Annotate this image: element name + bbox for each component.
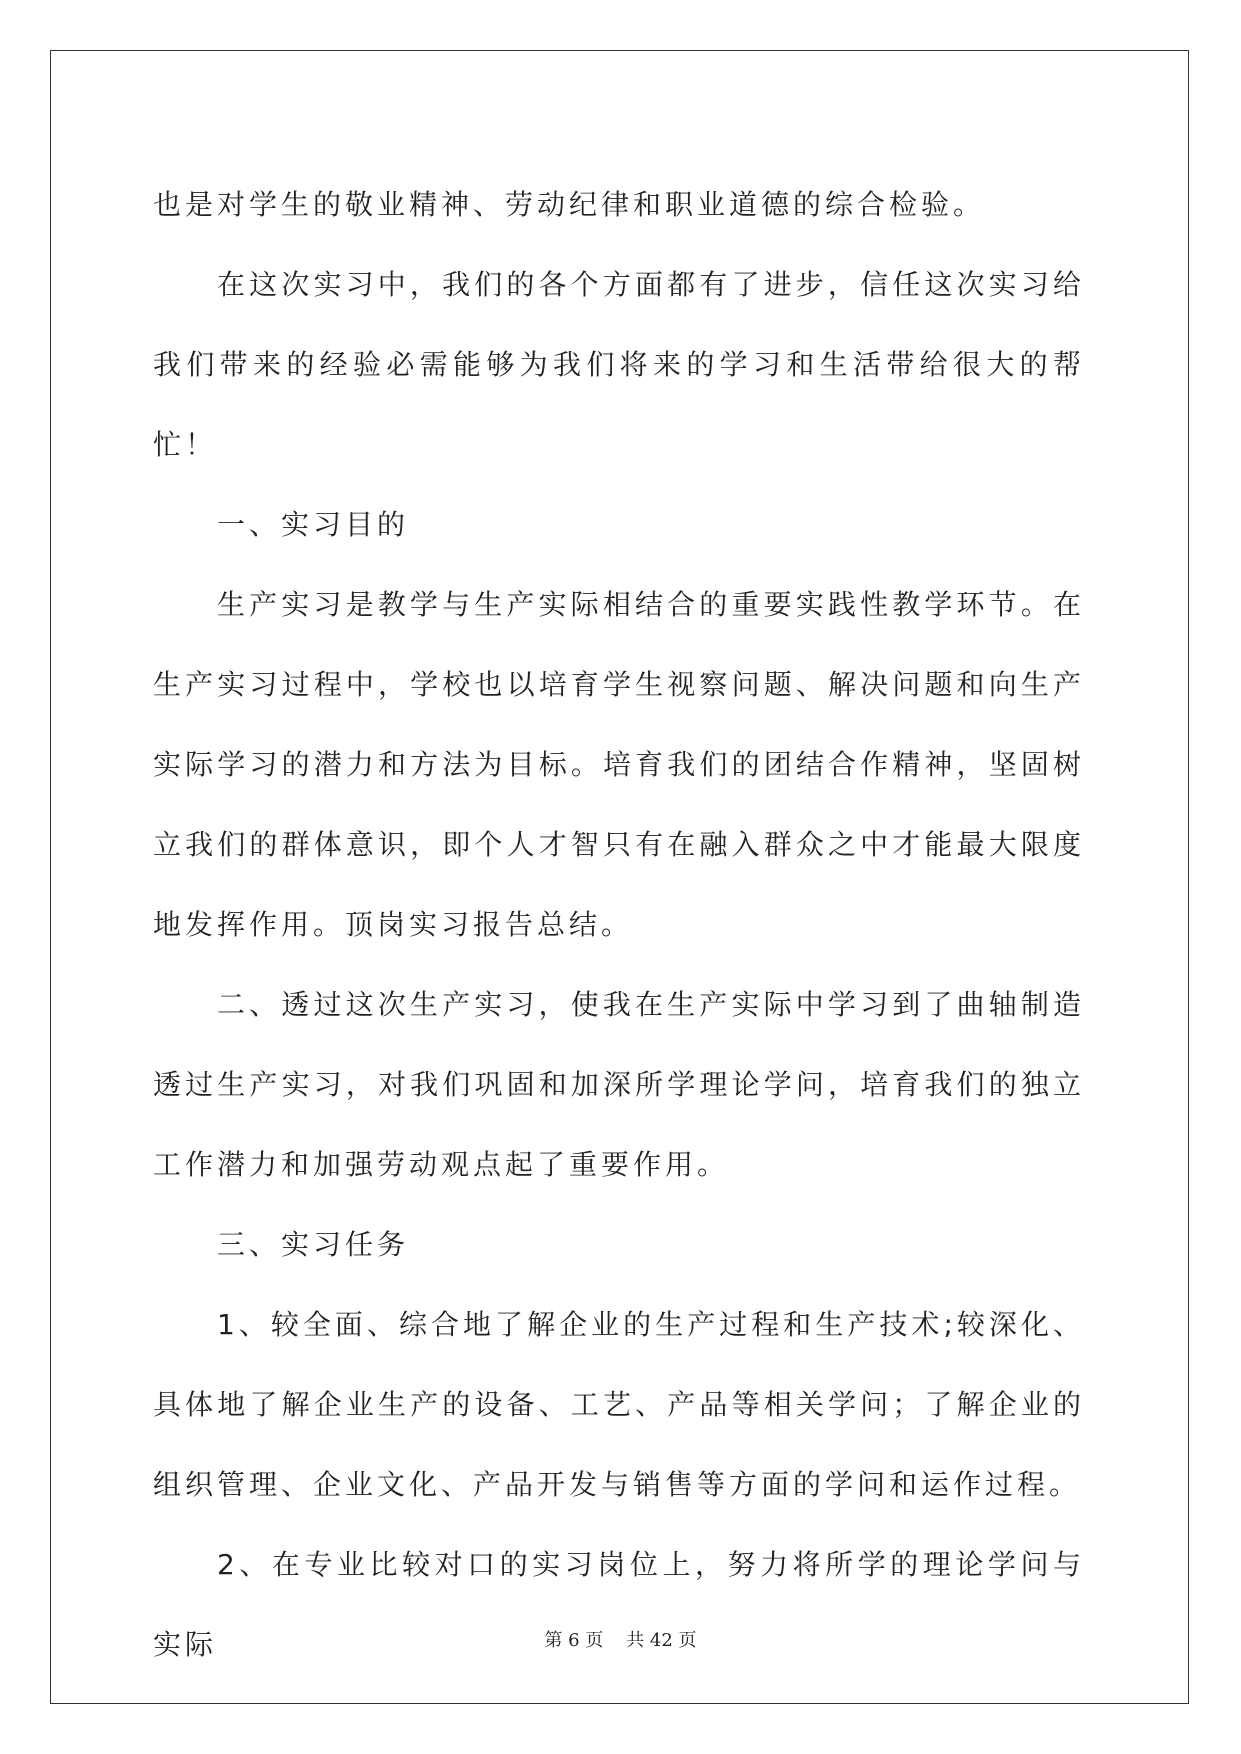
section-heading-3: 三、实习任务 <box>217 1228 410 1261</box>
list-item-2: 2、在专业比较对口的实习岗位上，努力将所学的理论学问与实际 <box>153 1548 1085 1661</box>
section-heading-1: 一、实习目的 <box>217 508 410 541</box>
paragraph-2: 在这次实习中，我们的各个方面都有了进步，信任这次实习给我们带来的经验必需能够为我们将来的学习和生活带给很大的帮忙！ <box>153 268 1085 461</box>
paragraph-1: 也是对学生的敬业精神、劳动纪律和职业道德的综合检验。 <box>153 188 986 221</box>
page-number-footer: 第 6 页 共 42 页 <box>544 1630 697 1651</box>
section-heading-2: 二、透过这次生产实习，使我在生产实际中学习到了曲轴制造透过生产实习，对我们巩固和加深所学理论学问，培育我们的独立工作潜力和加强劳动观点起了重要作用。 <box>153 988 1085 1181</box>
list-item-1: 1、较全面、综合地了解企业的生产过程和生产技术;较深化、具体地了解企业生产的设备、工艺、产品等相关学问；了解企业的组织管理、企业文化、产品开发与销售等方面的学问和运作过程。 <box>153 1308 1085 1501</box>
document-body <box>153 165 1085 1685</box>
paragraph-3: 生产实习是教学与生产实际相结合的重要实践性教学环节。在生产实习过程中，学校也以培育学生视察问题、解决问题和向生产实际学习的潜力和方法为目标。培育我们的团结合作精神，坚固树立我们的群体意识，即个人才智只有在融入群众之中才能最大限度地发挥作用。顶岗实习报告总结。 <box>153 588 1085 941</box>
